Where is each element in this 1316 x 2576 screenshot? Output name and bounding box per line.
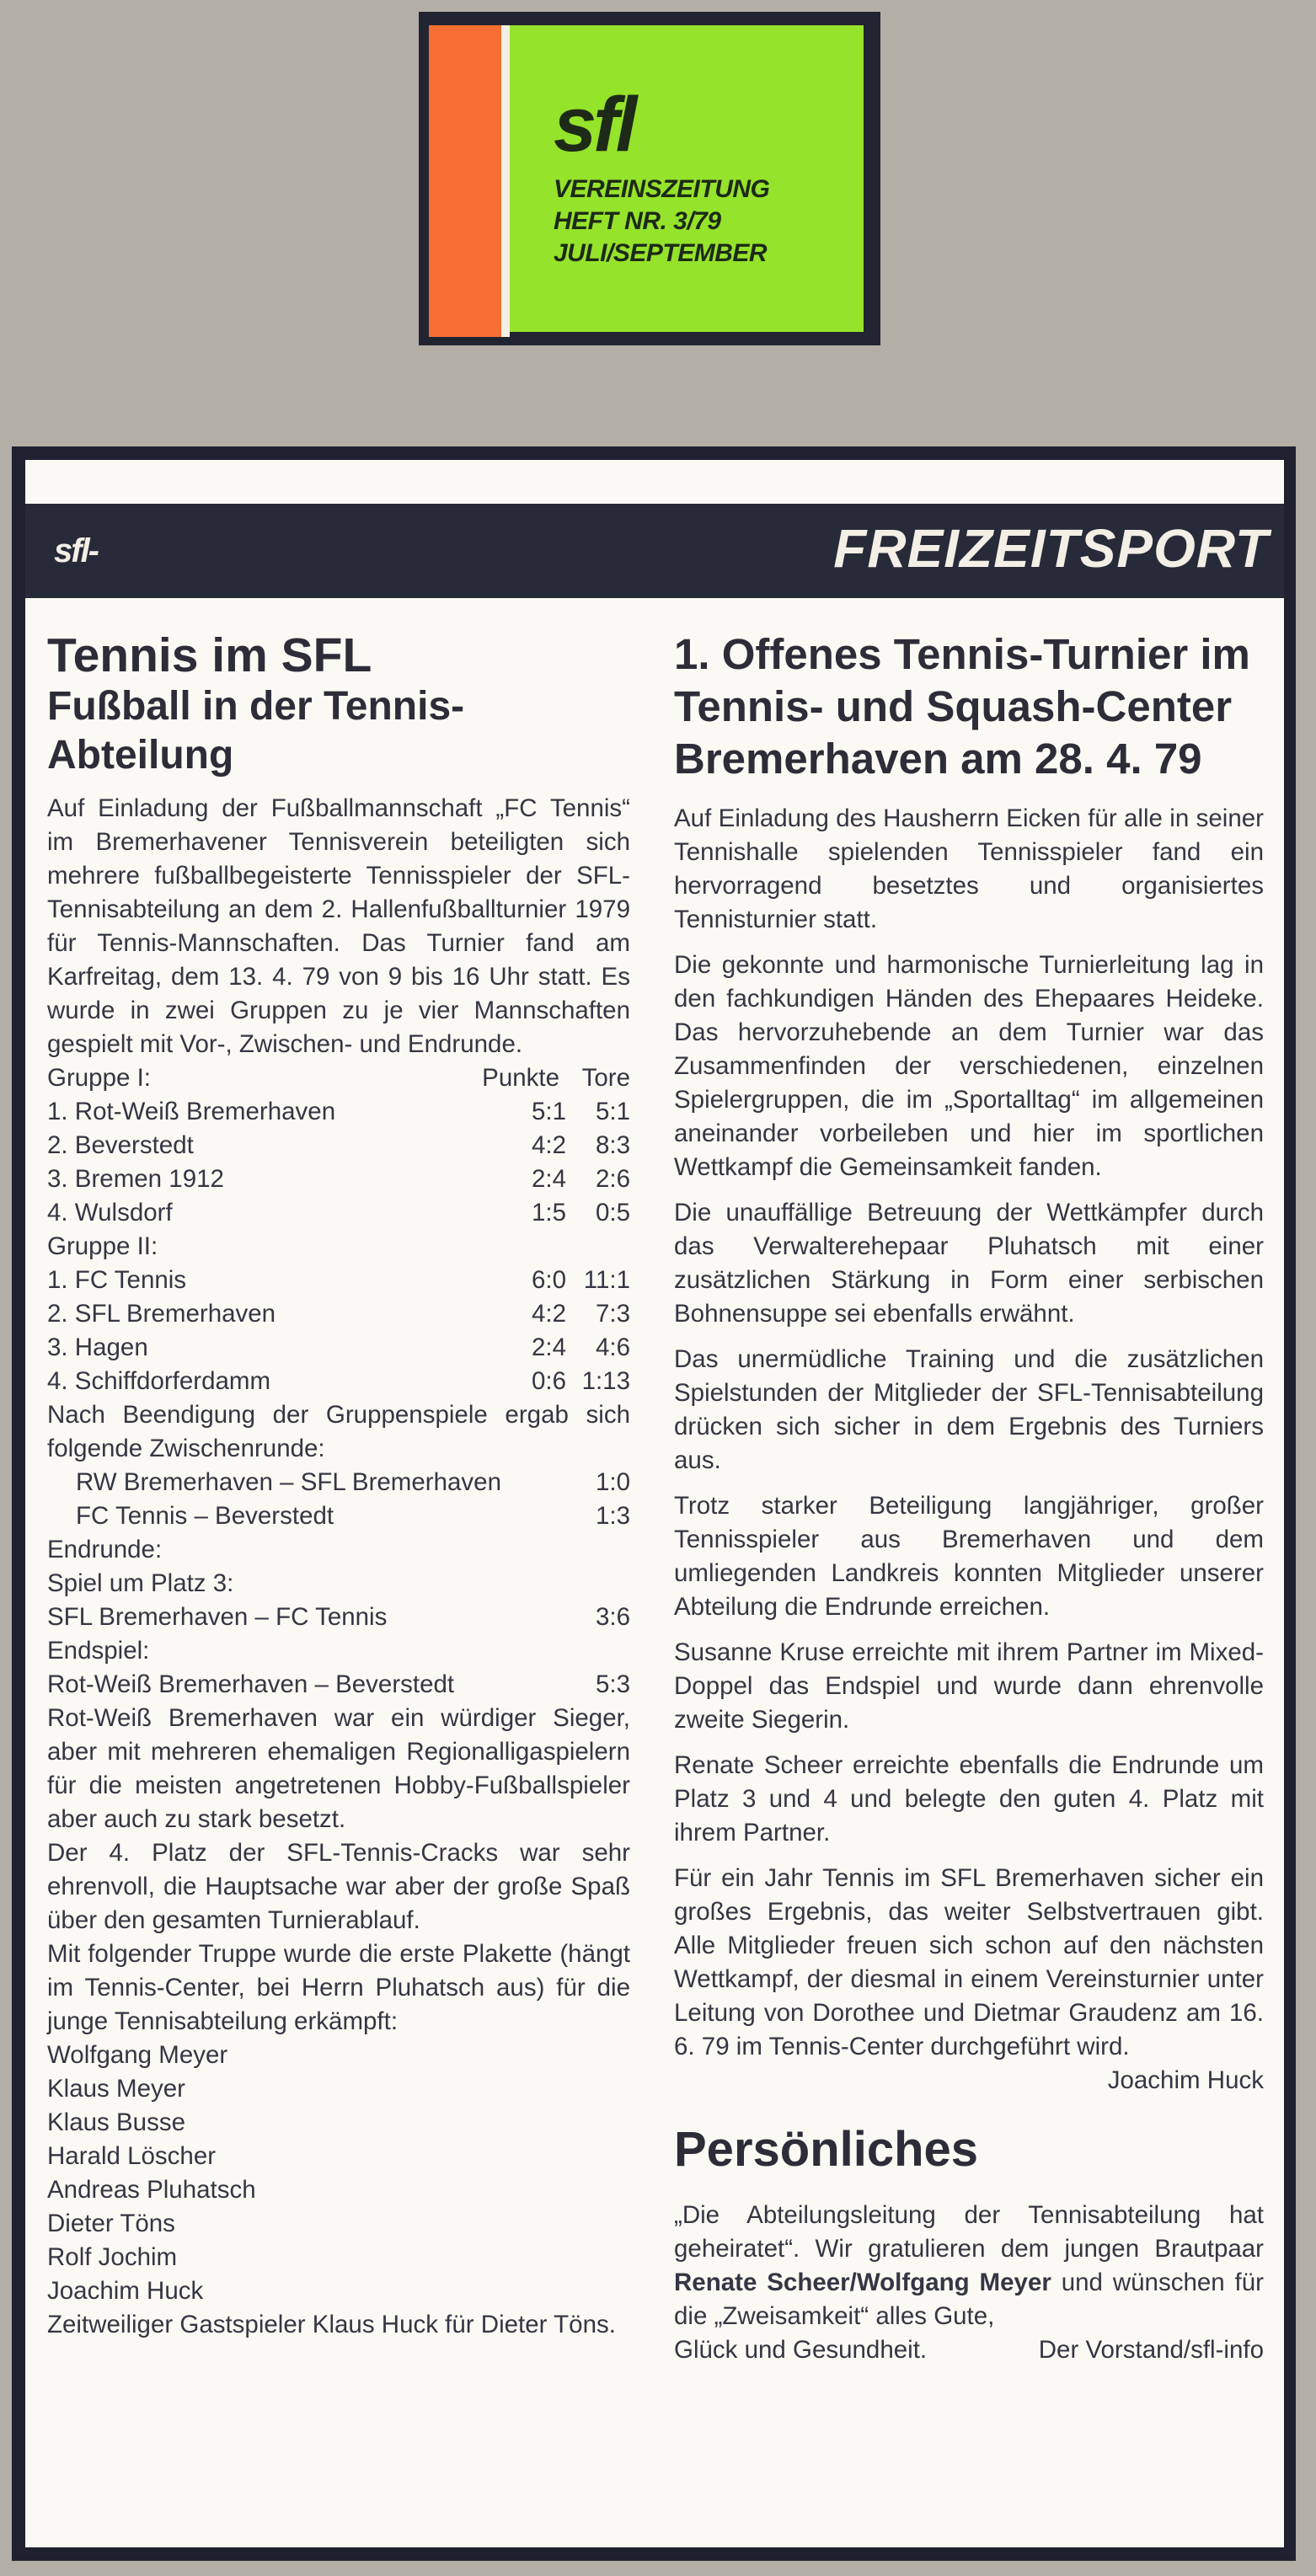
team-points: 6:0 <box>531 1266 566 1294</box>
personal-closing-line <box>674 2333 1264 2367</box>
article-page <box>25 460 1284 2547</box>
team-name: 3. Bremen 1912 <box>47 1165 224 1193</box>
left-article-title: Tennis im SFL <box>47 628 372 682</box>
team-name: 4. Wulsdorf <box>47 1199 173 1227</box>
issue-info <box>554 174 769 270</box>
personal-signature: Der Vorstand/sfl-info <box>1038 2336 1264 2364</box>
table-row <box>47 1095 630 1129</box>
team-goals: 8:3 <box>595 1131 630 1159</box>
personal-text-start: „Die Abteilungsleitung der Tennisabteilung hat geheiratet“. Wir gratulieren dem jungen Brautpaar <box>674 2201 1264 2263</box>
group1-label: Gruppe I: <box>47 1064 151 1092</box>
article-paragraph: Das unermüdliche Training und die zusätzlichen Spielstunden der Mitglieder der SFL-Tennisabteilung drücken sich sicher in dem Ergebnis des Turniers aus. <box>674 1345 1264 1474</box>
team-points: 0:6 <box>531 1367 566 1395</box>
list-item: Joachim Huck <box>47 2277 204 2305</box>
goals-header: Tore <box>581 1064 630 1092</box>
article-paragraph: Renate Scheer erreichte ebenfalls die Endrunde um Platz 3 und 4 und belegte den guten 4. Platz mit ihrem Partner. <box>674 1751 1264 1846</box>
third-place-label: Spiel um Platz 3: <box>47 1569 234 1597</box>
team-name: 2. SFL Bremerhaven <box>47 1300 276 1328</box>
match-row <box>47 1466 630 1499</box>
personal-section <box>674 2123 1264 2367</box>
team-points: 5:1 <box>531 1098 566 1125</box>
article-author: Joachim Huck <box>1107 2066 1264 2094</box>
match-score: 5:3 <box>595 1670 630 1698</box>
team-goals: 4:6 <box>595 1333 630 1361</box>
team-paragraph: Mit folgender Truppe wurde die erste Plakette (hängt im Tennis-Center, bei Herrn Pluhatsch aus) für die junge Tennisabteilung erkämpft: <box>47 1940 630 2035</box>
personal-text-end: und wünschen für die „Zweisamkeit“ alles Gute, <box>674 2269 1264 2330</box>
article-paragraph: Susanne Kruse erreichte mit ihrem Partner im Mixed-Doppel das Endspiel und wurde dann ehrenvolle zweite Siegerin. <box>674 1638 1264 1734</box>
article-paragraph: Trotz starker Beteiligung langjähriger, großer Tennisspieler aus Bremerhaven und dem umliegenden Landkreis konnten Mitglieder unserer Abteilung die Endrunde erreichen. <box>674 1492 1264 1621</box>
team-goals: 7:3 <box>595 1300 630 1328</box>
team-goals: 2:6 <box>595 1165 630 1193</box>
list-item: Dieter Töns <box>47 2210 175 2237</box>
match-teams: RW Bremerhaven – SFL Bremerhaven <box>76 1468 501 1496</box>
orange-stripe <box>429 25 501 337</box>
right-article-title: 1. Offenes Tennis-Turnier im Tennis- und Squash-Center Bremerhaven am 28. 4. 79 <box>674 630 1250 783</box>
final-round-label: Endrunde: <box>47 1536 163 1563</box>
list-item: Harald Löscher <box>47 2142 217 2170</box>
issue-number: HEFT NR. 3/79 <box>554 207 721 235</box>
match-teams: FC Tennis – Beverstedt <box>76 1502 334 1530</box>
list-item: Andreas Pluhatsch <box>47 2176 256 2204</box>
issue-period: JULI/SEPTEMBER <box>554 239 768 267</box>
group2-label: Gruppe II: <box>47 1232 158 1260</box>
match-score: 1:3 <box>595 1502 630 1530</box>
guest-player-note: Zeitweiliger Gastspieler Klaus Huck für Dieter Töns. <box>47 2311 616 2338</box>
left-article-subtitle: Fußball in der Tennis-Abteilung <box>47 684 465 778</box>
left-intro: Auf Einladung der Fußballmannschaft „FC Tennis“ im Bremerhavener Tennisverein beteiligten sich mehrere fußballbegeisterte Tennisspieler der SFL-Tennisabteilung an dem 2. Hallenfußballturnier 1979 für Tennis-Mannschaften. Das Turnier fand am Karfreitag, dem 13. 4. 79 von 9 bis 16 Uhr statt. Es wurde in zwei Gruppen zu je vier Mannschaften gespielt mit Vor-, Zwischen- und Endrunde. <box>47 794 630 1058</box>
winner-paragraph: Rot-Weiß Bremerhaven war ein würdiger Sieger, aber mit mehreren ehemaligen Regionalligaspielern für die meisten angetretenen Hobby-Fußballspieler aber auch zu stark besetzt. <box>47 1704 630 1833</box>
personal-title: Persönliches <box>674 2122 979 2177</box>
team-points: 2:4 <box>531 1333 566 1361</box>
team-goals: 0:5 <box>595 1199 630 1227</box>
match-teams: Rot-Weiß Bremerhaven – Beverstedt <box>47 1670 455 1698</box>
sfl-logo: sfl <box>554 82 634 168</box>
match-score: 3:6 <box>595 1603 630 1631</box>
match-row <box>47 1668 630 1702</box>
fourth-place-paragraph: Der 4. Platz der SFL-Tennis-Cracks war sehr ehrenvoll, die Hauptsache war aber der große Spaß über den gesamten Turnierablauf. <box>47 1839 630 1934</box>
personal-text <box>674 2199 1264 2333</box>
table-row <box>47 1196 630 1230</box>
left-article <box>47 628 630 2342</box>
team-name: 4. Schiffdorferdamm <box>47 1367 271 1395</box>
group1-header <box>47 1061 630 1095</box>
team-name: 3. Hagen <box>47 1333 148 1361</box>
team-name: 1. Rot-Weiß Bremerhaven <box>47 1098 336 1125</box>
personal-closing: Glück und Gesundheit. <box>674 2336 928 2364</box>
table-row <box>47 1162 630 1196</box>
article-paragraph: Für ein Jahr Tennis im SFL Bremerhaven sicher ein großes Ergebnis, das weiter Selbstvertrauen gibt. Alle Mitglieder freuen sich schon auf den nächsten Wettkampf, der diesmal in einem Vereinsturnier unter Leitung von Dorothee und Dietmar Graudenz am 16. 6. 79 im Tennis-Center durchgeführt wird. <box>674 1864 1264 2060</box>
cover-label <box>419 12 880 345</box>
team-points: 4:2 <box>531 1300 566 1328</box>
article-paragraph: Die unauffällige Betreuung der Wettkämpfer durch das Verwalterehepaar Pluhatsch mit einer zusätzlichen Stärkung in Form einer serbischen Bohnensuppe sei ebenfalls erwähnt. <box>674 1199 1264 1328</box>
team-points: 2:4 <box>531 1165 566 1193</box>
points-header: Punkte <box>482 1064 559 1092</box>
match-score: 1:0 <box>595 1468 630 1496</box>
after-groups-text: Nach Beendigung der Gruppenspiele ergab sich folgende Zwischenrunde: <box>47 1401 630 1462</box>
group1-table <box>47 1095 630 1230</box>
table-row <box>47 1297 630 1331</box>
table-row <box>47 1129 630 1162</box>
right-article <box>674 628 1264 2367</box>
list-item: Rolf Jochim <box>47 2243 178 2271</box>
list-item: Wolfgang Meyer <box>47 2041 228 2069</box>
article-paragraph: Auf Einladung des Hausherrn Eicken für alle in seiner Tennishalle spielenden Tennisspieler fand ein hervorragend besetztes und organisiertes Tennisturnier statt. <box>674 804 1264 933</box>
player-list <box>47 2039 630 2308</box>
team-name: 1. FC Tennis <box>47 1266 187 1294</box>
team-goals: 5:1 <box>595 1098 630 1125</box>
team-goals: 11:1 <box>583 1266 630 1294</box>
list-item: Klaus Meyer <box>47 2075 185 2103</box>
section-title: FREIZEITSPORT <box>833 518 1269 579</box>
match-row <box>47 1601 630 1634</box>
section-header-band <box>25 504 1284 598</box>
article-frame <box>12 446 1296 2561</box>
article-paragraph: Die gekonnte und harmonische Turnierleitung lag in den fachkundigen Händen des Ehepaares Heideke. Das hervorzuhebende an dem Turnier war das Zusammenfinden der verschiedenen, einzelnen Spielergruppen, die im „Sportalltag“ im allgemeinen aneinander vorbeileben und hier im sportlichen Wettkampf die Gemeinsamkeit fanden. <box>674 951 1264 1181</box>
team-points: 4:2 <box>531 1131 566 1159</box>
group2-table <box>47 1264 630 1398</box>
couple-names: Renate Scheer/Wolfgang Meyer <box>674 2269 1051 2296</box>
match-teams: SFL Bremerhaven – FC Tennis <box>47 1603 388 1631</box>
team-goals: 1:13 <box>581 1367 630 1395</box>
match-row <box>47 1499 630 1533</box>
list-item: Klaus Busse <box>47 2108 185 2136</box>
team-name: 2. Beverstedt <box>47 1131 194 1159</box>
table-row <box>47 1365 630 1398</box>
table-row <box>47 1264 630 1297</box>
white-stripe <box>501 25 510 337</box>
issue-title: VEREINSZEITUNG <box>554 175 770 203</box>
sfl-band-logo: sfl- <box>54 532 98 569</box>
final-label: Endspiel: <box>47 1637 150 1665</box>
table-row <box>47 1331 630 1365</box>
team-points: 1:5 <box>531 1199 566 1227</box>
